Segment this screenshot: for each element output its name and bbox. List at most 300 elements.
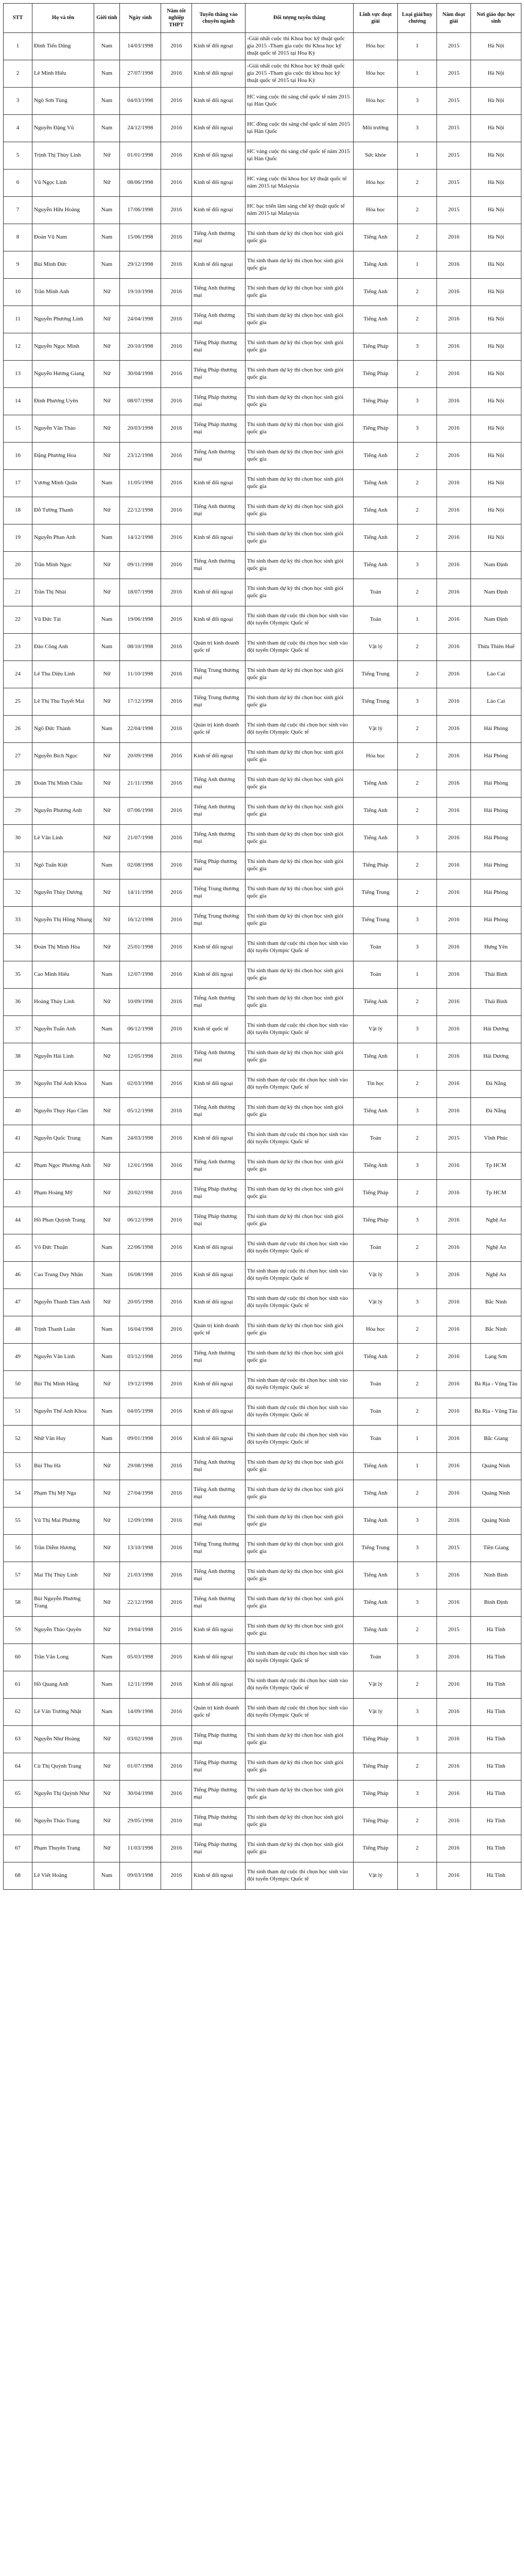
table-row	[4, 1453, 521, 1480]
cell-graduation-year: 2016	[161, 443, 192, 470]
cell-school-location: Đà Nẵng	[471, 1098, 521, 1125]
cell-birth-date: 21/11/1998	[120, 770, 161, 798]
cell-admitted-major: Kinh tế đối ngoại	[192, 170, 246, 197]
cell-gender: Nam	[94, 1344, 120, 1371]
cell-full-name: Nguyễn Thụy Hạo Cầm	[32, 1098, 94, 1125]
cell-gender: Nam	[94, 60, 120, 88]
cell-stt: 10	[4, 279, 32, 306]
cell-birth-date: 20/03/1998	[120, 415, 161, 443]
cell-admitted-major: Kinh tế đối ngoại	[192, 1289, 246, 1316]
cell-admission-criteria: Thí sinh tham dự cuộc thi chọn học sinh vào đội tuyển Olympic Quốc tế	[246, 1262, 354, 1289]
cell-stt: 8	[4, 224, 32, 251]
cell-admitted-major: Tiếng Anh thương mại	[192, 497, 246, 524]
cell-admitted-major: Tiếng Pháp thương mại	[192, 1753, 246, 1781]
cell-admission-criteria: Thí sinh tham dự kỳ thi chọn học sinh giỏi quốc gia	[246, 470, 354, 497]
cell-gender: Nữ	[94, 1589, 120, 1617]
cell-award-year: 2015	[437, 1617, 471, 1644]
cell-birth-date: 16/08/1998	[120, 1262, 161, 1289]
cell-graduation-year: 2016	[161, 798, 192, 825]
cell-graduation-year: 2016	[161, 1344, 192, 1371]
cell-award-field: Vật lý	[354, 1016, 398, 1043]
cell-award-year: 2016	[437, 1207, 471, 1234]
cell-stt: 49	[4, 1344, 32, 1371]
cell-school-location: Bình Định	[471, 1589, 521, 1617]
cell-graduation-year: 2016	[161, 961, 192, 989]
cell-full-name: Đỗ Tường Thanh	[32, 497, 94, 524]
cell-award-rank: 3	[398, 1862, 437, 1890]
cell-award-year: 2015	[437, 60, 471, 88]
cell-graduation-year: 2016	[161, 1289, 192, 1316]
cell-admitted-major: Tiếng Pháp thương mại	[192, 1781, 246, 1808]
cell-award-field: Sức khỏe	[354, 142, 398, 170]
cell-stt: 52	[4, 1426, 32, 1453]
cell-award-year: 2016	[437, 634, 471, 661]
table-row	[4, 1344, 521, 1371]
cell-admission-criteria: Thí sinh tham dự kỳ thi chọn học sinh giỏi quốc gia	[246, 661, 354, 688]
cell-birth-date: 01/01/1998	[120, 142, 161, 170]
cell-award-year: 2016	[437, 1726, 471, 1753]
cell-award-rank: 2	[398, 989, 437, 1016]
cell-admission-criteria: Thí sinh tham dự kỳ thi chọn học sinh giỏi quốc gia	[246, 1726, 354, 1753]
cell-award-field: Tiếng Anh	[354, 798, 398, 825]
cell-full-name: Vũ Đức Tài	[32, 606, 94, 634]
cell-graduation-year: 2016	[161, 1043, 192, 1071]
cell-admitted-major: Tiếng Anh thương mại	[192, 224, 246, 251]
cell-full-name: Hồ Quang Anh	[32, 1671, 94, 1699]
cell-award-year: 2016	[437, 934, 471, 961]
cell-stt: 16	[4, 443, 32, 470]
cell-gender: Nam	[94, 1398, 120, 1426]
cell-graduation-year: 2016	[161, 934, 192, 961]
cell-gender: Nam	[94, 33, 120, 60]
cell-award-year: 2016	[437, 1781, 471, 1808]
cell-award-rank: 2	[398, 497, 437, 524]
cell-graduation-year: 2016	[161, 1781, 192, 1808]
cell-award-rank: 1	[398, 1426, 437, 1453]
cell-admission-criteria: Thí sinh tham dự kỳ thi chọn học sinh giỏi quốc gia	[246, 907, 354, 934]
cell-graduation-year: 2016	[161, 333, 192, 361]
cell-school-location: Quảng Ninh	[471, 1480, 521, 1507]
cell-admission-criteria: Thí sinh tham dự cuộc thi chọn học sinh vào đội tuyển Olympic Quốc tế	[246, 606, 354, 634]
cell-graduation-year: 2016	[161, 33, 192, 60]
cell-award-rank: 2	[398, 1234, 437, 1262]
cell-full-name: Ngô Sơn Tùng	[32, 88, 94, 115]
cell-full-name: Bùi Thu Hà	[32, 1453, 94, 1480]
cell-graduation-year: 2016	[161, 661, 192, 688]
cell-award-field: Tiếng Pháp	[354, 1180, 398, 1207]
table-body	[4, 33, 521, 1890]
cell-full-name: Đinh Tiến Dũng	[32, 33, 94, 60]
cell-award-year: 2015	[437, 1125, 471, 1153]
cell-gender: Nữ	[94, 1043, 120, 1071]
cell-birth-date: 21/07/1998	[120, 825, 161, 852]
cell-gender: Nữ	[94, 879, 120, 907]
cell-gender: Nữ	[94, 415, 120, 443]
cell-award-rank: 2	[398, 1344, 437, 1371]
cell-stt: 46	[4, 1262, 32, 1289]
cell-award-rank: 3	[398, 1153, 437, 1180]
cell-admitted-major: Tiếng Trung thương mại	[192, 688, 246, 716]
cell-admitted-major: Kinh tế đối ngoại	[192, 470, 246, 497]
cell-gender: Nam	[94, 197, 120, 224]
cell-gender: Nam	[94, 1016, 120, 1043]
cell-admitted-major: Kinh tế đối ngoại	[192, 251, 246, 279]
table-row	[4, 743, 521, 770]
cell-award-rank: 2	[398, 279, 437, 306]
cell-graduation-year: 2016	[161, 224, 192, 251]
cell-stt: 60	[4, 1644, 32, 1671]
cell-school-location: Hà Tĩnh	[471, 1644, 521, 1671]
cell-gender: Nữ	[94, 688, 120, 716]
cell-admitted-major: Tiếng Anh thương mại	[192, 1562, 246, 1589]
cell-gender: Nam	[94, 251, 120, 279]
cell-graduation-year: 2016	[161, 907, 192, 934]
cell-birth-date: 19/10/1998	[120, 279, 161, 306]
cell-full-name: Trần Thị Nhài	[32, 579, 94, 606]
cell-award-year: 2016	[437, 825, 471, 852]
cell-admission-criteria: HC bạc triển lãm sáng chế kỹ thuật quốc tế năm 2015 tại Malaysia	[246, 197, 354, 224]
cell-graduation-year: 2016	[161, 825, 192, 852]
cell-award-field: Tiếng Anh	[354, 306, 398, 333]
cell-graduation-year: 2016	[161, 1862, 192, 1890]
cell-award-rank: 3	[398, 907, 437, 934]
cell-award-field: Tiếng Anh	[354, 1153, 398, 1180]
cell-award-field: Tiếng Anh	[354, 552, 398, 579]
cell-award-year: 2016	[437, 716, 471, 743]
cell-birth-date: 02/08/1998	[120, 852, 161, 879]
cell-admitted-major: Kinh tế đối ngoại	[192, 1398, 246, 1426]
cell-admitted-major: Kinh tế đối ngoại	[192, 197, 246, 224]
cell-award-field: Tiếng Anh	[354, 224, 398, 251]
cell-admitted-major: Tiếng Anh thương mại	[192, 770, 246, 798]
cell-full-name: Vũ Ngọc Linh	[32, 170, 94, 197]
cell-school-location: Hà Tĩnh	[471, 1617, 521, 1644]
cell-award-year: 2016	[437, 770, 471, 798]
cell-birth-date: 12/01/1998	[120, 1153, 161, 1180]
cell-birth-date: 05/03/1998	[120, 1644, 161, 1671]
table-row	[4, 770, 521, 798]
cell-award-rank: 3	[398, 552, 437, 579]
cell-admission-criteria: Thí sinh tham dự kỳ thi chọn học sinh giỏi quốc gia	[246, 306, 354, 333]
cell-full-name: Nguyễn Tuấn Anh	[32, 1016, 94, 1043]
cell-birth-date: 11/10/1998	[120, 661, 161, 688]
cell-gender: Nữ	[94, 333, 120, 361]
cell-gender: Nữ	[94, 1808, 120, 1835]
cell-award-year: 2015	[437, 142, 471, 170]
cell-gender: Nam	[94, 1862, 120, 1890]
cell-admitted-major: Kinh tế đối ngoại	[192, 1125, 246, 1153]
table-row	[4, 1316, 521, 1344]
cell-gender: Nữ	[94, 661, 120, 688]
cell-award-field: Tiếng Trung	[354, 1535, 398, 1562]
cell-stt: 29	[4, 798, 32, 825]
cell-stt: 38	[4, 1043, 32, 1071]
cell-admission-criteria: Thí sinh tham dự kỳ thi chọn học sinh giỏi quốc gia	[246, 388, 354, 415]
cell-award-year: 2016	[437, 798, 471, 825]
cell-admitted-major: Tiếng Pháp thương mại	[192, 1835, 246, 1862]
cell-admitted-major: Kinh tế đối ngoại	[192, 1671, 246, 1699]
cell-graduation-year: 2016	[161, 1589, 192, 1617]
cell-birth-date: 20/05/1998	[120, 1289, 161, 1316]
cell-school-location: Hà Tĩnh	[471, 1671, 521, 1699]
cell-gender: Nữ	[94, 388, 120, 415]
cell-stt: 51	[4, 1398, 32, 1426]
cell-school-location: Hà Tĩnh	[471, 1699, 521, 1726]
cell-admitted-major: Kinh tế đối ngoại	[192, 1262, 246, 1289]
cell-admission-criteria: Thí sinh tham dự kỳ thi chọn học sinh giỏi quốc gia	[246, 279, 354, 306]
cell-full-name: Đinh Phương Uyên	[32, 388, 94, 415]
cell-birth-date: 24/03/1998	[120, 1125, 161, 1153]
cell-full-name: Lê Viết Hoàng	[32, 1862, 94, 1890]
cell-admission-criteria: Thí sinh tham dự kỳ thi chọn học sinh giỏi quốc gia	[246, 1753, 354, 1781]
cell-birth-date: 30/04/1998	[120, 361, 161, 388]
column-header-award-field: Lĩnh vực đoạt giải	[354, 4, 398, 33]
cell-award-rank: 1	[398, 961, 437, 989]
cell-admission-criteria: Thí sinh tham dự kỳ thi chọn học sinh giỏi quốc gia	[246, 333, 354, 361]
cell-school-location: Hải Phòng	[471, 743, 521, 770]
cell-award-field: Toán	[354, 1398, 398, 1426]
cell-admission-criteria: Thí sinh tham dự kỳ thi chọn học sinh giỏi quốc gia	[246, 1480, 354, 1507]
cell-admitted-major: Tiếng Anh thương mại	[192, 989, 246, 1016]
cell-award-field: Hóa học	[354, 60, 398, 88]
cell-graduation-year: 2016	[161, 579, 192, 606]
cell-gender: Nam	[94, 1071, 120, 1098]
cell-stt: 40	[4, 1098, 32, 1125]
cell-award-field: Toán	[354, 1234, 398, 1262]
cell-stt: 54	[4, 1480, 32, 1507]
cell-admission-criteria: Thí sinh tham dự kỳ thi chọn học sinh giỏi quốc gia	[246, 443, 354, 470]
cell-stt: 26	[4, 716, 32, 743]
cell-stt: 34	[4, 934, 32, 961]
cell-birth-date: 12/09/1998	[120, 1507, 161, 1535]
cell-school-location: Hải Phòng	[471, 852, 521, 879]
cell-graduation-year: 2016	[161, 852, 192, 879]
cell-admission-criteria: Thí sinh tham dự kỳ thi chọn học sinh giỏi quốc gia	[246, 251, 354, 279]
cell-graduation-year: 2016	[161, 1480, 192, 1507]
cell-school-location: Hà Tĩnh	[471, 1862, 521, 1890]
cell-gender: Nam	[94, 88, 120, 115]
admissions-table	[3, 3, 521, 1890]
cell-gender: Nữ	[94, 1753, 120, 1781]
cell-school-location: Vĩnh Phúc	[471, 1125, 521, 1153]
cell-award-rank: 2	[398, 361, 437, 388]
cell-stt: 58	[4, 1589, 32, 1617]
cell-school-location: Bà Rịa - Vũng Tàu	[471, 1371, 521, 1398]
table-row	[4, 1507, 521, 1535]
cell-stt: 39	[4, 1071, 32, 1098]
cell-birth-date: 13/10/1998	[120, 1535, 161, 1562]
cell-award-rank: 2	[398, 443, 437, 470]
cell-award-rank: 3	[398, 1289, 437, 1316]
cell-birth-date: 18/07/1998	[120, 579, 161, 606]
cell-admitted-major: Tiếng Anh thương mại	[192, 552, 246, 579]
cell-admission-criteria: Thí sinh tham dự kỳ thi chọn học sinh giỏi quốc gia	[246, 1535, 354, 1562]
cell-birth-date: 03/02/1998	[120, 1726, 161, 1753]
cell-admission-criteria: Thí sinh tham dự cuộc thi chọn học sinh vào đội tuyển Olympic Quốc tế	[246, 1071, 354, 1098]
cell-award-year: 2016	[437, 443, 471, 470]
cell-graduation-year: 2016	[161, 1262, 192, 1289]
cell-birth-date: 16/04/1998	[120, 1316, 161, 1344]
table-row	[4, 33, 521, 60]
cell-birth-date: 22/04/1998	[120, 716, 161, 743]
cell-stt: 37	[4, 1016, 32, 1043]
cell-school-location: Thái Bình	[471, 989, 521, 1016]
cell-birth-date: 02/03/1998	[120, 1071, 161, 1098]
cell-full-name: Đoàn Thị Minh Châu	[32, 770, 94, 798]
cell-stt: 57	[4, 1562, 32, 1589]
cell-award-field: Tiếng Anh	[354, 825, 398, 852]
cell-award-rank: 3	[398, 1726, 437, 1753]
cell-award-field: Tiếng Pháp	[354, 1207, 398, 1234]
table-row	[4, 879, 521, 907]
table-row	[4, 443, 521, 470]
cell-admitted-major: Tiếng Pháp thương mại	[192, 1180, 246, 1207]
cell-award-year: 2016	[437, 1808, 471, 1835]
cell-graduation-year: 2016	[161, 1398, 192, 1426]
cell-birth-date: 20/09/1998	[120, 743, 161, 770]
cell-award-rank: 3	[398, 388, 437, 415]
cell-award-year: 2016	[437, 1098, 471, 1125]
cell-award-field: Hóa học	[354, 1316, 398, 1344]
cell-birth-date: 14/12/1998	[120, 524, 161, 552]
cell-birth-date: 09/01/1998	[120, 1426, 161, 1453]
cell-admission-criteria: Thí sinh tham dự cuộc thi chọn học sinh vào đội tuyển Olympic Quốc tế	[246, 1016, 354, 1043]
table-row	[4, 388, 521, 415]
cell-admitted-major: Tiếng Pháp thương mại	[192, 333, 246, 361]
cell-school-location: Hà Tĩnh	[471, 1753, 521, 1781]
cell-award-rank: 2	[398, 634, 437, 661]
cell-award-field: Vật lý	[354, 716, 398, 743]
cell-birth-date: 21/03/1998	[120, 1562, 161, 1589]
cell-award-field: Hóa học	[354, 743, 398, 770]
cell-gender: Nữ	[94, 1098, 120, 1125]
cell-graduation-year: 2016	[161, 1207, 192, 1234]
cell-stt: 35	[4, 961, 32, 989]
cell-graduation-year: 2016	[161, 142, 192, 170]
cell-full-name: Nguyễn Đặng Vũ	[32, 115, 94, 142]
cell-full-name: Nguyễn Thị Quỳnh Như	[32, 1781, 94, 1808]
cell-birth-date: 22/06/1998	[120, 1234, 161, 1262]
table-header-row	[4, 4, 521, 33]
cell-award-year: 2016	[437, 279, 471, 306]
cell-admitted-major: Tiếng Trung thương mại	[192, 1535, 246, 1562]
cell-award-rank: 2	[398, 224, 437, 251]
cell-stt: 1	[4, 33, 32, 60]
cell-award-year: 2016	[437, 1753, 471, 1781]
cell-stt: 63	[4, 1726, 32, 1753]
cell-award-year: 2016	[437, 415, 471, 443]
cell-full-name: Nguyễn Thế Anh Khoa	[32, 1071, 94, 1098]
cell-admission-criteria: Thí sinh tham dự cuộc thi chọn học sinh vào đội tuyển Olympic Quốc tế	[246, 716, 354, 743]
cell-award-rank: 1	[398, 142, 437, 170]
column-header-stt: STT	[4, 4, 32, 33]
cell-admitted-major: Kinh tế đối ngoại	[192, 1617, 246, 1644]
cell-admission-criteria: Thí sinh tham dự kỳ thi chọn học sinh giỏi quốc gia	[246, 852, 354, 879]
cell-full-name: Trần Minh Ngọc	[32, 552, 94, 579]
cell-award-rank: 2	[398, 743, 437, 770]
cell-award-year: 2016	[437, 1043, 471, 1071]
cell-admitted-major: Quản trị kinh doanh quốc tế	[192, 1699, 246, 1726]
table-row	[4, 1153, 521, 1180]
cell-award-year: 2016	[437, 1289, 471, 1316]
cell-award-rank: 1	[398, 251, 437, 279]
cell-gender: Nam	[94, 1699, 120, 1726]
cell-admission-criteria: Thí sinh tham dự cuộc thi chọn học sinh vào đội tuyển Olympic Quốc tế	[246, 1862, 354, 1890]
cell-award-rank: 1	[398, 60, 437, 88]
cell-full-name: Hồ Phan Quỳnh Trang	[32, 1207, 94, 1234]
cell-birth-date: 11/05/1998	[120, 470, 161, 497]
cell-graduation-year: 2016	[161, 1125, 192, 1153]
cell-award-field: Vật lý	[354, 1862, 398, 1890]
cell-gender: Nam	[94, 115, 120, 142]
cell-award-field: Tiếng Trung	[354, 879, 398, 907]
cell-award-rank: 1	[398, 1043, 437, 1071]
column-header-full-name: Họ và tên	[32, 4, 94, 33]
cell-admitted-major: Kinh tế đối ngoại	[192, 606, 246, 634]
cell-gender: Nam	[94, 1426, 120, 1453]
cell-award-year: 2016	[437, 907, 471, 934]
cell-admitted-major: Kinh tế đối ngoại	[192, 142, 246, 170]
table-row	[4, 1781, 521, 1808]
cell-school-location: Hà Nội	[471, 60, 521, 88]
cell-gender: Nữ	[94, 934, 120, 961]
cell-gender: Nữ	[94, 1289, 120, 1316]
cell-award-field: Tin học	[354, 1071, 398, 1098]
cell-stt: 33	[4, 907, 32, 934]
cell-award-field: Tiếng Pháp	[354, 852, 398, 879]
table-row	[4, 552, 521, 579]
cell-school-location: Hà Nội	[471, 333, 521, 361]
cell-gender: Nữ	[94, 798, 120, 825]
table-row	[4, 1398, 521, 1426]
cell-birth-date: 27/04/1998	[120, 1480, 161, 1507]
cell-school-location: Hải Phòng	[471, 798, 521, 825]
cell-birth-date: 24/04/1998	[120, 306, 161, 333]
table-row	[4, 1671, 521, 1699]
cell-award-year: 2016	[437, 251, 471, 279]
cell-award-rank: 2	[398, 170, 437, 197]
cell-school-location: Lạng Sơn	[471, 1344, 521, 1371]
cell-award-year: 2015	[437, 170, 471, 197]
cell-award-field: Tiếng Pháp	[354, 361, 398, 388]
cell-admitted-major: Kinh tế đối ngoại	[192, 60, 246, 88]
cell-birth-date: 29/12/1998	[120, 251, 161, 279]
cell-admitted-major: Tiếng Pháp thương mại	[192, 852, 246, 879]
cell-graduation-year: 2016	[161, 361, 192, 388]
cell-birth-date: 20/10/1998	[120, 333, 161, 361]
table-row	[4, 1371, 521, 1398]
cell-full-name: Nguyễn Văn Linh	[32, 1344, 94, 1371]
cell-full-name: Nguyễn Thế Anh Khoa	[32, 1398, 94, 1426]
cell-full-name: Phạm Thị Mỹ Nga	[32, 1480, 94, 1507]
cell-graduation-year: 2016	[161, 716, 192, 743]
cell-award-field: Tiếng Anh	[354, 443, 398, 470]
cell-award-year: 2016	[437, 306, 471, 333]
cell-stt: 6	[4, 170, 32, 197]
cell-school-location: Quảng Ninh	[471, 1507, 521, 1535]
cell-birth-date: 19/04/1998	[120, 1617, 161, 1644]
cell-award-year: 2016	[437, 579, 471, 606]
cell-gender: Nam	[94, 961, 120, 989]
cell-award-year: 2016	[437, 552, 471, 579]
cell-gender: Nữ	[94, 770, 120, 798]
cell-award-year: 2016	[437, 961, 471, 989]
cell-admitted-major: Tiếng Anh thương mại	[192, 279, 246, 306]
cell-admission-criteria: Thí sinh tham dự cuộc thi chọn học sinh vào đội tuyển Olympic Quốc tế	[246, 1371, 354, 1398]
cell-admitted-major: Quản trị kinh doanh quốc tế	[192, 716, 246, 743]
table-row	[4, 1262, 521, 1289]
table-row	[4, 1644, 521, 1671]
